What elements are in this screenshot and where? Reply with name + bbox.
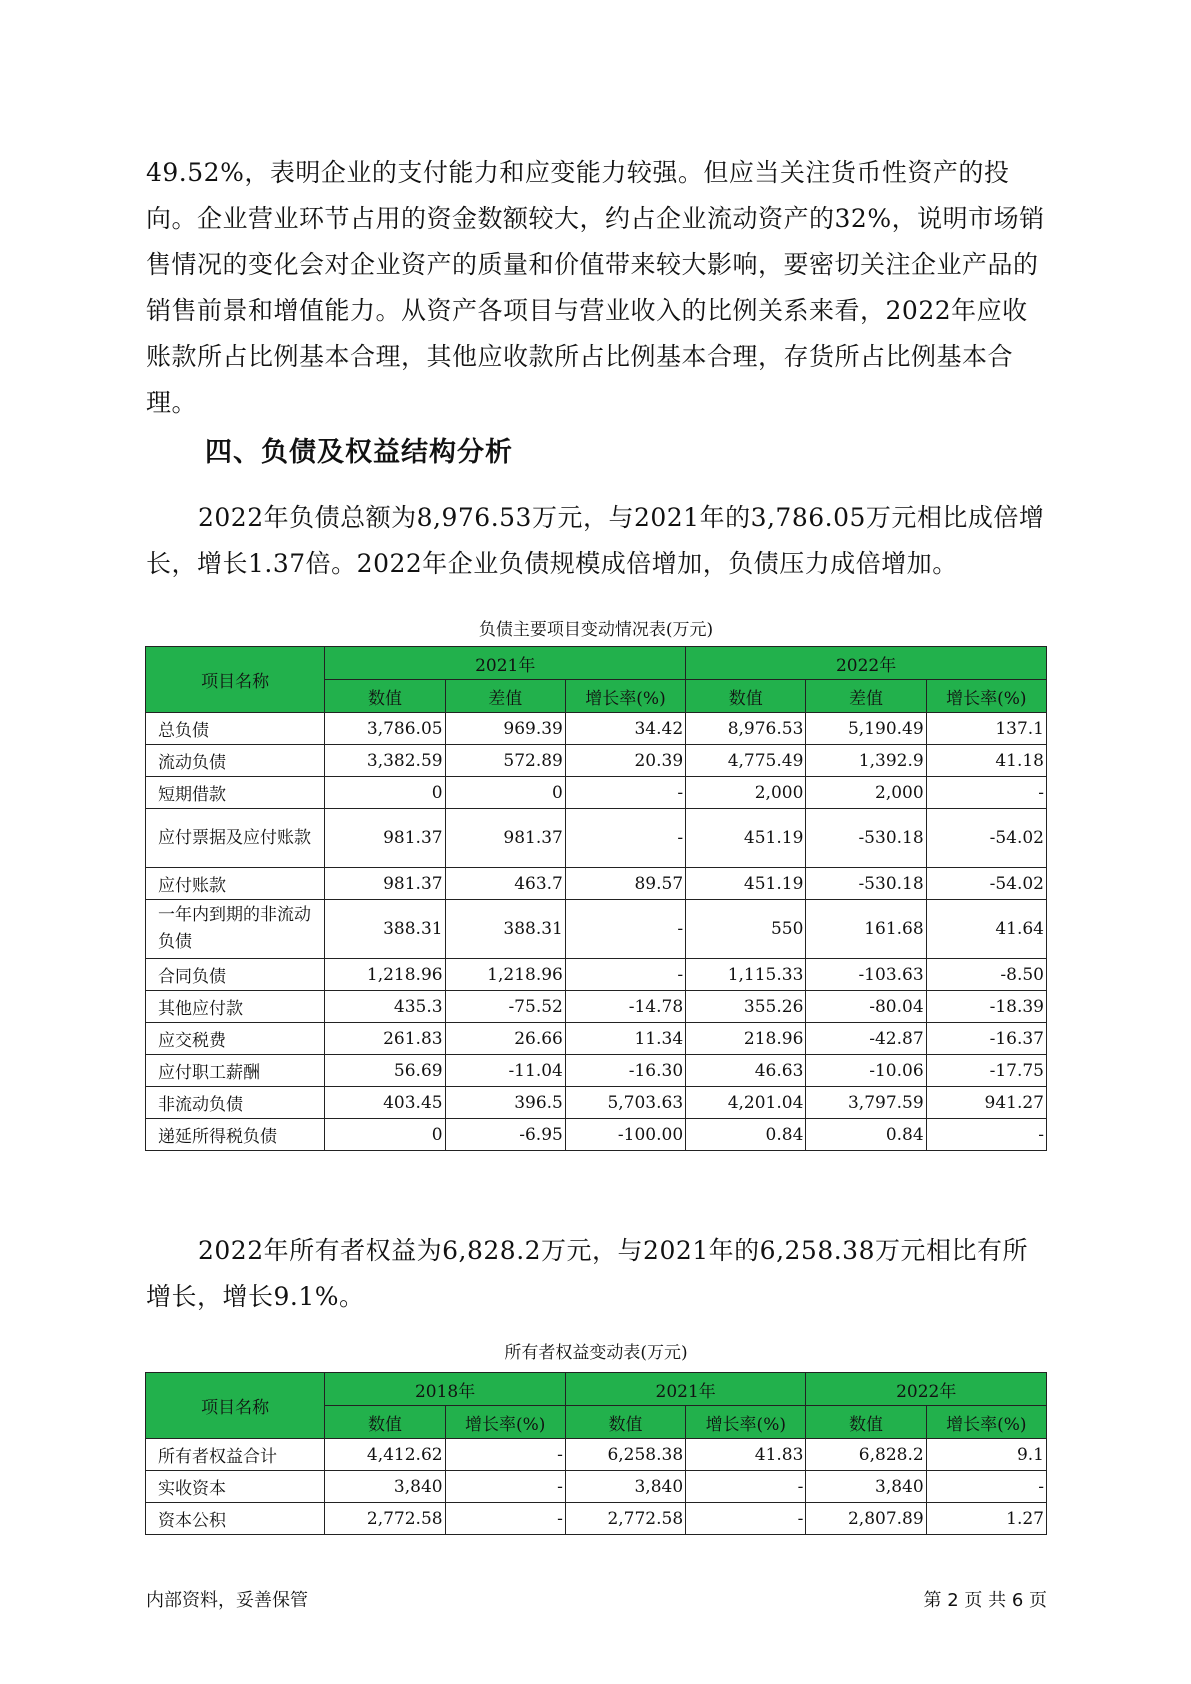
row-label: 总负债 [146, 713, 325, 745]
paragraph-liability-summary: 2022年负债总额为8,976.53万元，与2021年的3,786.05万元相比成倍增长，增长1.37倍。2022年企业负债规模成倍增加，负债压力成倍增加。 [146, 503, 1045, 578]
paragraph-equity-summary: 2022年所有者权益为6,828.2万元，与2021年的6,258.38万元相比有所增长，增长9.1%。 [146, 1236, 1028, 1311]
table-cell: -16.30 [565, 1055, 685, 1087]
table-cell: 435.3 [325, 991, 445, 1023]
row-label: 应付职工薪酬 [146, 1055, 325, 1087]
table-cell: 46.63 [686, 1055, 806, 1087]
table-cell: 941.27 [926, 1087, 1046, 1119]
table-row [146, 777, 1047, 809]
table-cell: 3,840 [565, 1471, 685, 1503]
table-cell: 261.83 [325, 1023, 445, 1055]
table-cell: -10.06 [806, 1055, 926, 1087]
table-cell: 3,382.59 [325, 745, 445, 777]
table-row [146, 713, 1047, 745]
row-label: 短期借款 [146, 777, 325, 809]
table-cell: - [565, 777, 685, 809]
table-cell: 41.18 [926, 745, 1046, 777]
table-cell: 26.66 [445, 1023, 565, 1055]
table-cell: 8,976.53 [686, 713, 806, 745]
table-cell: 56.69 [325, 1055, 445, 1087]
table-cell: 2,772.58 [565, 1503, 685, 1535]
table-cell: - [445, 1439, 565, 1471]
liability-table [145, 646, 1047, 1151]
table-cell: 3,786.05 [325, 713, 445, 745]
table-row [146, 1119, 1047, 1151]
table2-subheader: 数值 [325, 1406, 445, 1439]
table-cell: -6.95 [445, 1119, 565, 1151]
table-cell: 4,412.62 [325, 1439, 445, 1471]
table-cell: -16.37 [926, 1023, 1046, 1055]
row-label: 实收资本 [146, 1471, 325, 1503]
row-label: 递延所得税负债 [146, 1119, 325, 1151]
table-cell: 451.19 [686, 809, 806, 868]
row-label: 流动负债 [146, 745, 325, 777]
table2-header-item: 项目名称 [146, 1373, 325, 1439]
table2-header-year: 2018年 [325, 1373, 566, 1406]
table-row [146, 1023, 1047, 1055]
table-cell: 0 [445, 777, 565, 809]
table1-subheader: 增长率(%) [565, 680, 685, 713]
table2-subheader: 增长率(%) [926, 1406, 1046, 1439]
table-row [146, 1439, 1047, 1471]
table-cell: -8.50 [926, 959, 1046, 991]
table-row [146, 868, 1047, 900]
table-cell: - [565, 809, 685, 868]
table2-subheader: 数值 [565, 1406, 685, 1439]
table-cell: -42.87 [806, 1023, 926, 1055]
row-label: 合同负债 [146, 959, 325, 991]
table-cell: 451.19 [686, 868, 806, 900]
table-cell: -14.78 [565, 991, 685, 1023]
row-label: 其他应付款 [146, 991, 325, 1023]
table1-subheader: 差值 [806, 680, 926, 713]
table-cell: 1,218.96 [325, 959, 445, 991]
table-cell: -103.63 [806, 959, 926, 991]
table-cell: 41.83 [686, 1439, 806, 1471]
table-cell: 5,190.49 [806, 713, 926, 745]
table-cell: 981.37 [325, 868, 445, 900]
table-cell: 396.5 [445, 1087, 565, 1119]
row-label: 应付账款 [146, 868, 325, 900]
table-cell: 355.26 [686, 991, 806, 1023]
table-row [146, 959, 1047, 991]
table-cell: - [445, 1503, 565, 1535]
table-cell: 572.89 [445, 745, 565, 777]
table-cell: 969.39 [445, 713, 565, 745]
table2-subheader: 增长率(%) [445, 1406, 565, 1439]
footer-page-number: 第 2 页 共 6 页 [923, 1590, 1047, 1611]
table-cell: - [686, 1471, 806, 1503]
table2-header-row-years [146, 1373, 1047, 1406]
table-row [146, 745, 1047, 777]
table-cell: - [565, 900, 685, 959]
table-row [146, 900, 1047, 959]
table-cell: 1,115.33 [686, 959, 806, 991]
table-cell: -80.04 [806, 991, 926, 1023]
table-row [146, 1471, 1047, 1503]
table-cell: -17.75 [926, 1055, 1046, 1087]
table1-caption: 负债主要项目变动情况表(万元) [478, 620, 714, 640]
table1-subheader: 增长率(%) [926, 680, 1046, 713]
table1-subheader: 数值 [325, 680, 445, 713]
table-cell: 981.37 [325, 809, 445, 868]
table-cell: 3,797.59 [806, 1087, 926, 1119]
table-cell: - [926, 1119, 1046, 1151]
table-cell: 3,840 [325, 1471, 445, 1503]
table-cell: 89.57 [565, 868, 685, 900]
table-row [146, 809, 1047, 868]
table2-header-year: 2021年 [565, 1373, 806, 1406]
table-row [146, 1503, 1047, 1535]
table-cell: 0.84 [686, 1119, 806, 1151]
table-cell: -100.00 [565, 1119, 685, 1151]
table-cell: - [445, 1471, 565, 1503]
table-cell: 9.1 [926, 1439, 1046, 1471]
table-cell: 388.31 [445, 900, 565, 959]
table-cell: 1.27 [926, 1503, 1046, 1535]
table-cell: -54.02 [926, 809, 1046, 868]
table-cell: - [565, 959, 685, 991]
table-cell: 20.39 [565, 745, 685, 777]
table-cell: - [686, 1503, 806, 1535]
table-cell: 1,218.96 [445, 959, 565, 991]
section-heading: 四、负债及权益结构分析 [205, 437, 513, 468]
table-cell: 2,772.58 [325, 1503, 445, 1535]
equity-table [145, 1372, 1047, 1535]
table-cell: 5,703.63 [565, 1087, 685, 1119]
table-row [146, 1055, 1047, 1087]
table1-header-year: 2021年 [325, 647, 686, 680]
table-cell: 981.37 [445, 809, 565, 868]
table-cell: 403.45 [325, 1087, 445, 1119]
footer-confidential: 内部资料，妥善保管 [146, 1590, 308, 1611]
table-cell: 2,000 [686, 777, 806, 809]
table1-subheader: 差值 [445, 680, 565, 713]
table1-subheader: 数值 [686, 680, 806, 713]
table-cell: 550 [686, 900, 806, 959]
table1-header-item: 项目名称 [146, 647, 325, 713]
table-cell: 2,000 [806, 777, 926, 809]
table-cell: 161.68 [806, 900, 926, 959]
row-label: 非流动负债 [146, 1087, 325, 1119]
table-row [146, 1087, 1047, 1119]
table-cell: 463.7 [445, 868, 565, 900]
table-cell: 0.84 [806, 1119, 926, 1151]
table-cell: 137.1 [926, 713, 1046, 745]
table-cell: 6,258.38 [565, 1439, 685, 1471]
paragraph-asset-analysis: 49.52%，表明企业的支付能力和应变能力较强。但应当关注货币性资产的投向。企业营业环节占用的资金数额较大，约占企业流动资产的32%，说明市场销售情况的变化会对企业资产的质量和价值带来较大影响，要密切关注企业产品的销售前景和增值能力。从资产各项目与营业收入的比例关系来看，2022年应收账款所占比例基本合理，其他应收款所占比例基本合理，存货所占比例基本合理。 [146, 158, 1045, 417]
table2-caption: 所有者权益变动表(万元) [504, 1343, 688, 1363]
table-cell: -75.52 [445, 991, 565, 1023]
row-label: 应付票据及应付账款 [146, 809, 325, 868]
table1-header-row-years [146, 647, 1047, 680]
table-cell: 1,392.9 [806, 745, 926, 777]
row-label: 所有者权益合计 [146, 1439, 325, 1471]
row-label: 资本公积 [146, 1503, 325, 1535]
table-cell: -18.39 [926, 991, 1046, 1023]
table-cell: - [926, 1471, 1046, 1503]
table-cell: 0 [325, 777, 445, 809]
table-cell: -54.02 [926, 868, 1046, 900]
row-label: 应交税费 [146, 1023, 325, 1055]
table-cell: -530.18 [806, 868, 926, 900]
table-row [146, 991, 1047, 1023]
table2-subheader: 数值 [806, 1406, 926, 1439]
table2-subheader: 增长率(%) [686, 1406, 806, 1439]
table-cell: -530.18 [806, 809, 926, 868]
table1-header-year: 2022年 [686, 647, 1047, 680]
table-cell: -11.04 [445, 1055, 565, 1087]
row-label: 一年内到期的非流动负债 [146, 900, 325, 959]
table-cell: 0 [325, 1119, 445, 1151]
table-cell: 4,775.49 [686, 745, 806, 777]
table-cell: - [926, 777, 1046, 809]
table-cell: 3,840 [806, 1471, 926, 1503]
table-cell: 6,828.2 [806, 1439, 926, 1471]
table-cell: 388.31 [325, 900, 445, 959]
table-cell: 34.42 [565, 713, 685, 745]
table-cell: 4,201.04 [686, 1087, 806, 1119]
table-cell: 2,807.89 [806, 1503, 926, 1535]
table-cell: 218.96 [686, 1023, 806, 1055]
table2-header-year: 2022年 [806, 1373, 1047, 1406]
table-cell: 41.64 [926, 900, 1046, 959]
table-cell: 11.34 [565, 1023, 685, 1055]
